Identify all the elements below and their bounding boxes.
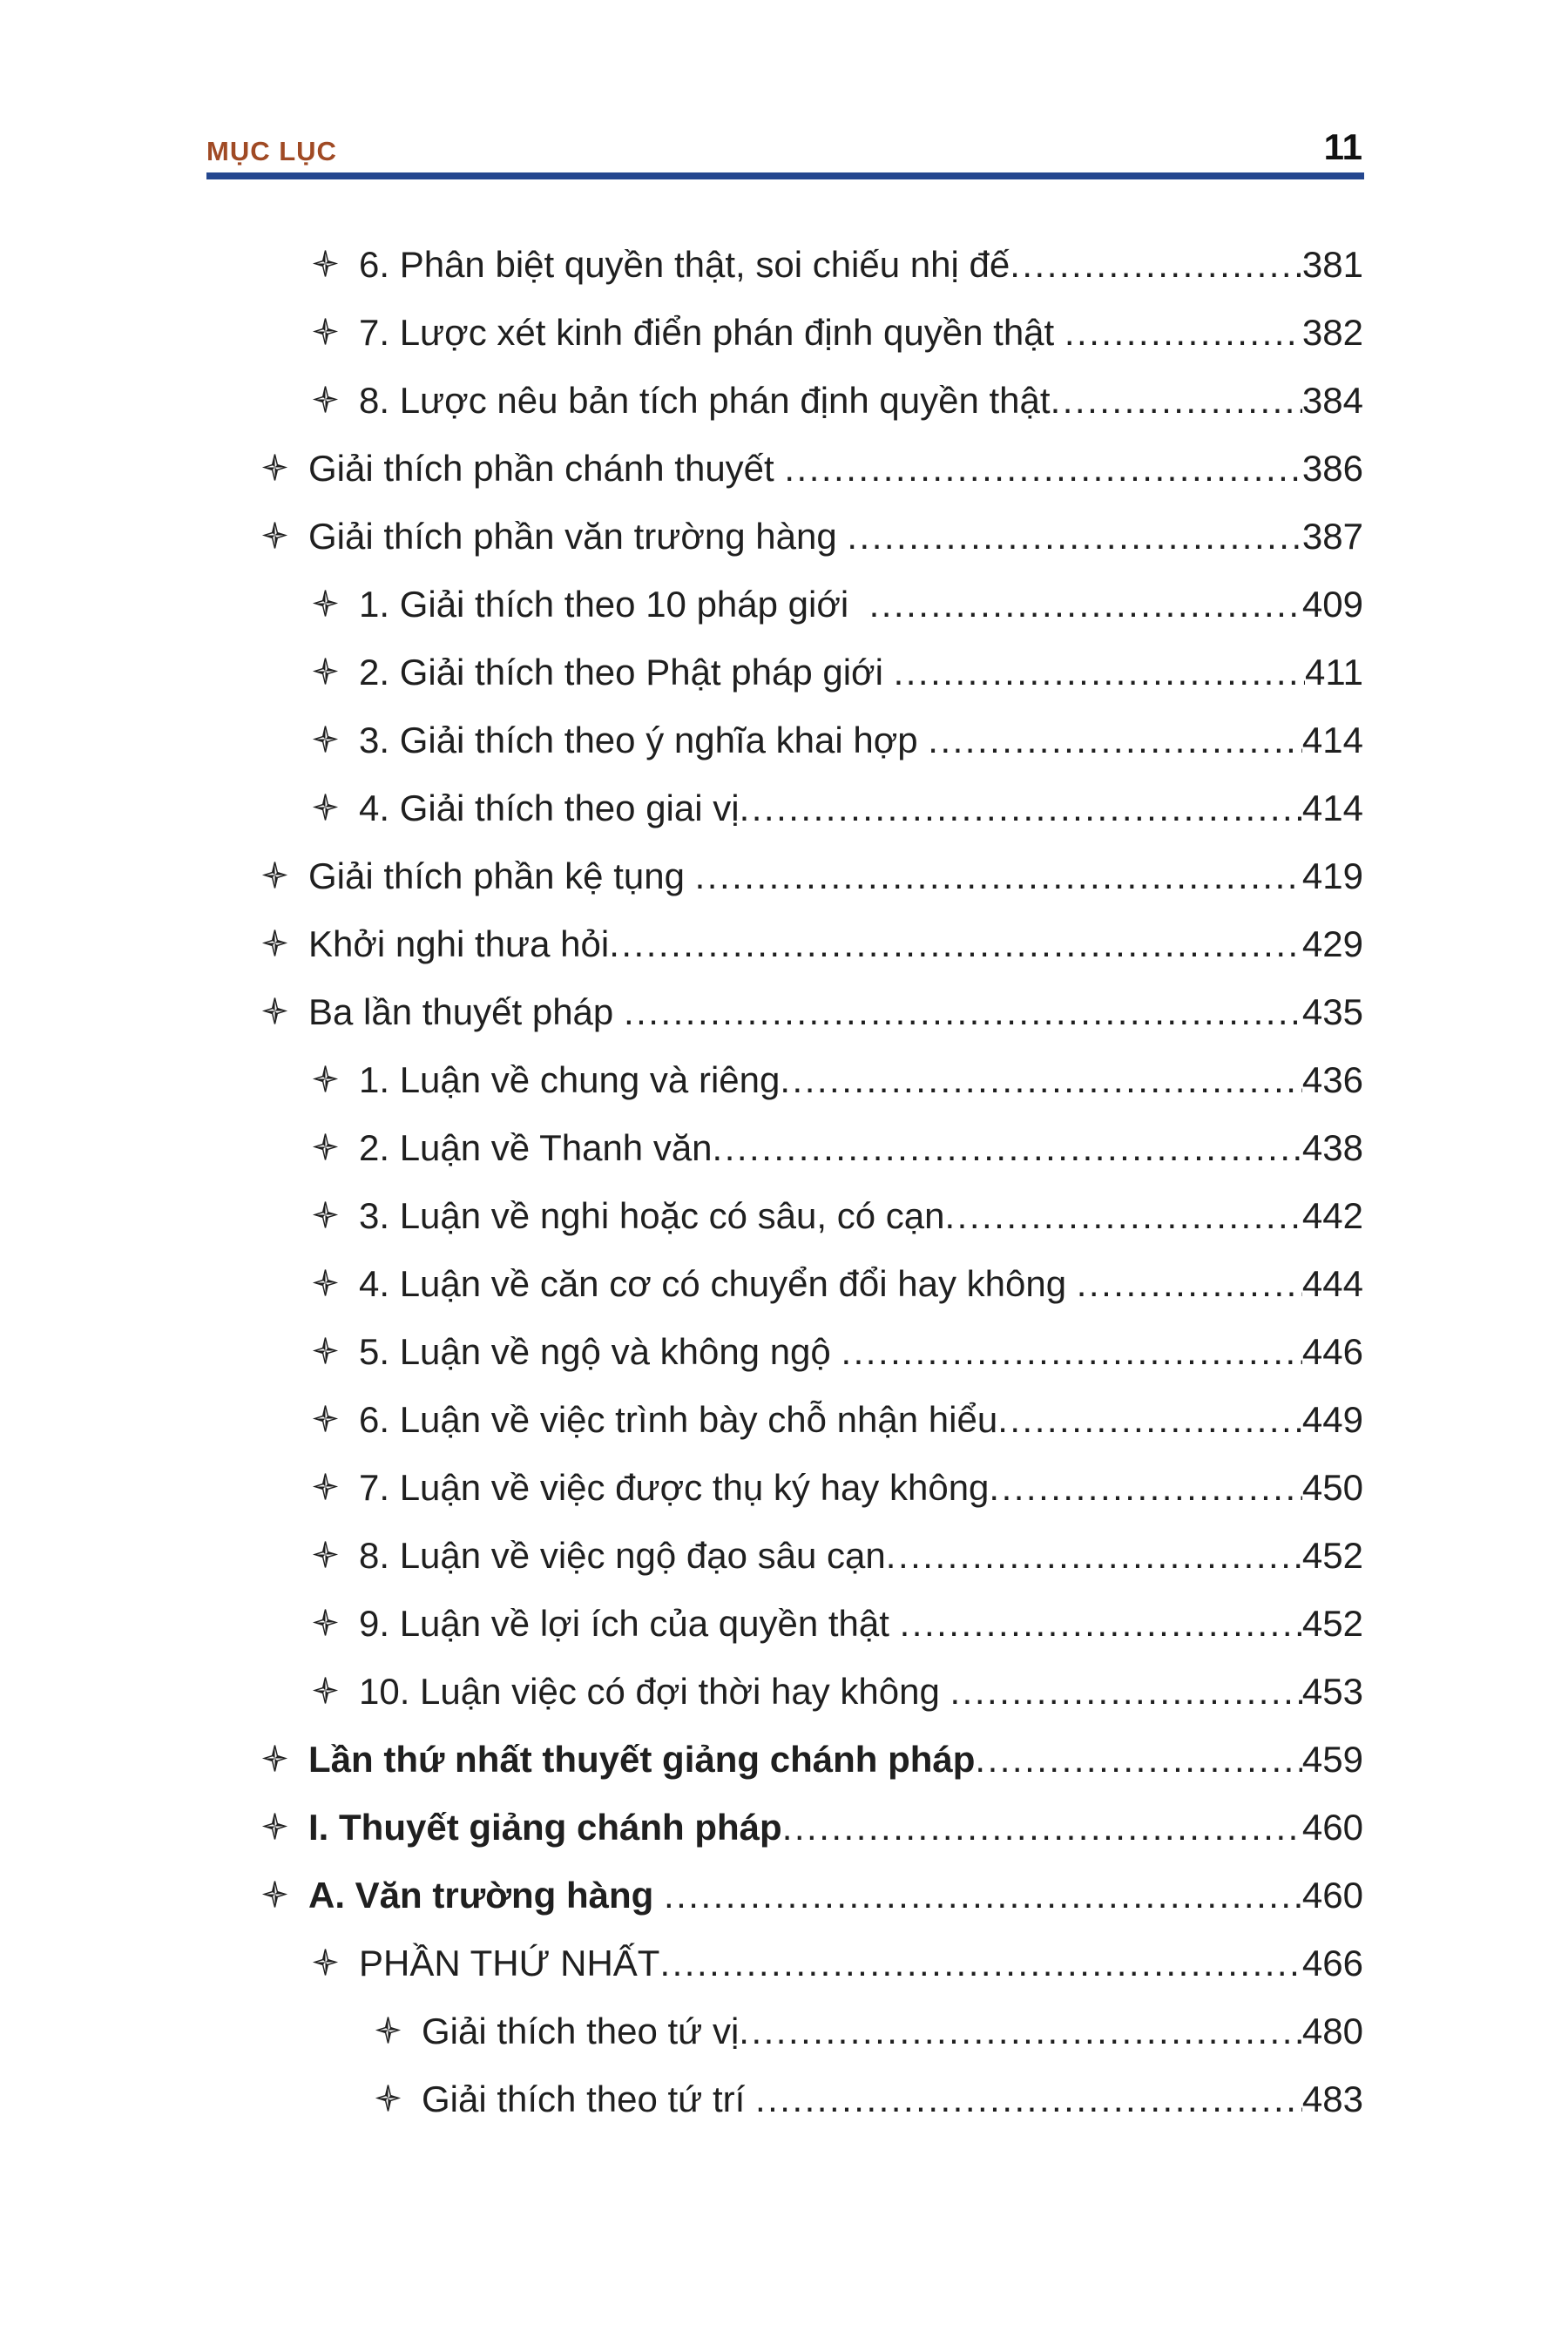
toc-entry-page-number: 452	[1301, 1535, 1363, 1576]
four-pointed-star-icon	[312, 386, 339, 413]
dot-leader	[609, 926, 1302, 963]
dot-leader	[739, 2013, 1302, 2050]
toc-entry-page-number: 483	[1301, 2078, 1363, 2119]
dot-leader	[1051, 382, 1302, 419]
toc-entry-title: 7. Lược xét kinh điển phán định quyền thật	[359, 312, 1064, 353]
four-pointed-star-icon	[312, 726, 339, 753]
dot-leader	[1010, 247, 1302, 283]
toc-entry	[0, 1383, 1568, 1451]
four-pointed-star-icon	[312, 1337, 339, 1364]
toc-entry-page-number: 450	[1301, 1467, 1363, 1508]
four-pointed-star-icon	[261, 1881, 288, 1908]
toc-entry-page-number: 435	[1301, 991, 1363, 1032]
four-pointed-star-icon	[312, 658, 339, 685]
toc-entry	[0, 364, 1568, 432]
toc-entry	[0, 908, 1568, 976]
header-divider-rule	[206, 172, 1364, 179]
toc-entry-page-number: 460	[1301, 1875, 1363, 1916]
toc-entry-title: 7. Luận về việc được thụ ký hay không	[359, 1467, 990, 1508]
dot-leader	[928, 722, 1302, 759]
four-pointed-star-icon	[312, 1065, 339, 1092]
toc-entry-title: 3. Giải thích theo ý nghĩa khai hợp	[359, 720, 929, 760]
dot-leader	[886, 1538, 1302, 1574]
toc-entry-title: 6. Luận về việc trình bày chỗ nhận hiểu	[359, 1399, 998, 1440]
toc-entry	[0, 296, 1568, 364]
dot-leader	[997, 1402, 1302, 1438]
toc-entry	[0, 1587, 1568, 1655]
four-pointed-star-icon	[261, 929, 288, 956]
toc-entry-title: 1. Luận về chung và riêng	[359, 1059, 781, 1100]
toc-entry-page-number: 466	[1301, 1943, 1363, 1984]
four-pointed-star-icon	[261, 454, 288, 481]
toc-entry	[0, 1179, 1568, 1247]
toc-entry-title: 8. Luận về việc ngộ đạo sâu cạn	[359, 1535, 886, 1576]
toc-entry-page-number: 387	[1301, 516, 1363, 557]
toc-entry	[0, 704, 1568, 772]
four-pointed-star-icon	[312, 318, 339, 345]
four-pointed-star-icon	[312, 1541, 339, 1568]
toc-entry	[0, 1315, 1568, 1383]
toc-entry-title: A. Văn trường hàng	[308, 1875, 664, 1916]
toc-entry-page-number: 460	[1301, 1807, 1363, 1848]
toc-entry-title: Lần thứ nhất thuyết giảng chánh pháp	[308, 1739, 976, 1780]
page-title: MỤC LỤC	[206, 136, 337, 166]
four-pointed-star-icon	[312, 1473, 339, 1500]
four-pointed-star-icon	[312, 1609, 339, 1636]
four-pointed-star-icon	[312, 1677, 339, 1704]
dot-leader	[740, 790, 1302, 827]
toc-entry-page-number: 386	[1301, 448, 1363, 489]
toc-entry	[0, 636, 1568, 704]
toc-entry	[0, 1247, 1568, 1315]
toc-entry-page-number: 436	[1301, 1059, 1363, 1100]
toc-entry	[0, 1519, 1568, 1587]
toc-entry-title: 5. Luận về ngộ và không ngộ	[359, 1331, 841, 1372]
toc-entry-page-number: 446	[1301, 1331, 1363, 1372]
toc-entry	[0, 1723, 1568, 1791]
dot-leader	[780, 1062, 1302, 1098]
toc-entry	[0, 1859, 1568, 1927]
dot-leader	[782, 1809, 1302, 1846]
toc-entry-page-number: 382	[1301, 312, 1363, 353]
dot-leader	[695, 858, 1302, 895]
four-pointed-star-icon	[375, 2085, 402, 2112]
four-pointed-star-icon	[261, 522, 288, 549]
page-number: 11	[1323, 126, 1362, 167]
four-pointed-star-icon	[312, 1133, 339, 1160]
dot-leader	[869, 586, 1302, 623]
dot-leader	[755, 2081, 1302, 2118]
toc-entry-page-number: 449	[1301, 1399, 1363, 1440]
toc-entry-page-number: 480	[1301, 2011, 1363, 2051]
toc-entry-page-number: 414	[1301, 720, 1363, 760]
dot-leader	[900, 1605, 1302, 1642]
toc-entry-page-number: 442	[1301, 1195, 1363, 1236]
four-pointed-star-icon	[261, 1813, 288, 1840]
four-pointed-star-icon	[312, 250, 339, 277]
dot-leader	[659, 1945, 1301, 1982]
toc-entry-title: 4. Giải thích theo giai vị	[359, 787, 740, 828]
dot-leader	[1064, 314, 1302, 351]
toc-entry-page-number: 453	[1301, 1671, 1363, 1712]
toc-entry	[0, 2063, 1568, 2131]
toc-entry-title: 6. Phân biệt quyền thật, soi chiếu nhị đế	[359, 244, 1010, 285]
toc-entry-title: PHẦN THỨ NHẤT	[359, 1943, 660, 1984]
toc-entry-title: 3. Luận về nghi hoặc có sâu, có cạn	[359, 1195, 945, 1236]
toc-entry	[0, 1112, 1568, 1179]
toc-entry-title: 8. Lược nêu bản tích phán định quyền thật	[359, 380, 1051, 421]
toc-entry-title: Giải thích theo tứ vị	[422, 2011, 740, 2051]
toc-entry-title: Giải thích phần chánh thuyết	[308, 448, 785, 489]
dot-leader	[624, 994, 1302, 1031]
toc-entry	[0, 1791, 1568, 1859]
toc-entry-page-number: 411	[1305, 652, 1363, 693]
four-pointed-star-icon	[261, 997, 288, 1024]
dot-leader	[989, 1470, 1302, 1506]
four-pointed-star-icon	[312, 1201, 339, 1228]
dot-leader	[841, 1334, 1301, 1370]
toc-entry	[0, 568, 1568, 636]
toc-entry	[0, 840, 1568, 908]
toc-entry	[0, 1451, 1568, 1519]
toc-entry-page-number: 409	[1301, 584, 1363, 625]
toc-entry-title: 9. Luận về lợi ích của quyền thật	[359, 1603, 900, 1644]
toc-entry	[0, 500, 1568, 568]
toc-entry-title: 4. Luận về căn cơ có chuyển đổi hay không	[359, 1263, 1077, 1304]
four-pointed-star-icon	[312, 1405, 339, 1432]
toc-entry-page-number: 429	[1301, 923, 1363, 964]
toc-entry-page-number: 384	[1301, 380, 1363, 421]
toc-entry-page-number: 444	[1301, 1263, 1363, 1304]
dot-leader	[664, 1877, 1302, 1914]
dot-leader	[975, 1741, 1302, 1778]
four-pointed-star-icon	[261, 862, 288, 889]
toc-entry-page-number: 438	[1301, 1127, 1363, 1168]
toc-entry	[0, 432, 1568, 500]
toc-entry	[0, 1655, 1568, 1723]
toc-entry-title: 1. Giải thích theo 10 pháp giới	[359, 584, 869, 625]
toc-entry-title: 2. Luận về Thanh văn	[359, 1127, 713, 1168]
table-of-contents	[0, 228, 1568, 2131]
toc-entry	[0, 1927, 1568, 1995]
toc-entry-page-number: 452	[1301, 1603, 1363, 1644]
dot-leader	[847, 518, 1302, 555]
toc-entry-title: 2. Giải thích theo Phật pháp giới	[359, 652, 894, 693]
toc-entry-page-number: 419	[1301, 855, 1363, 896]
dot-leader	[950, 1673, 1302, 1710]
toc-entry	[0, 1995, 1568, 2063]
four-pointed-star-icon	[312, 590, 339, 617]
toc-entry-page-number: 414	[1301, 787, 1363, 828]
toc-entry	[0, 228, 1568, 296]
toc-entry-title: Ba lần thuyết pháp	[308, 991, 624, 1032]
four-pointed-star-icon	[312, 1949, 339, 1976]
dot-leader	[944, 1198, 1301, 1234]
toc-entry-page-number: 381	[1301, 244, 1363, 285]
toc-entry-title: Khởi nghi thưa hỏi	[308, 923, 610, 964]
four-pointed-star-icon	[375, 2017, 402, 2044]
toc-entry-title: Giải thích theo tứ trí	[422, 2078, 755, 2119]
dot-leader	[894, 654, 1305, 691]
toc-entry	[0, 772, 1568, 840]
toc-entry	[0, 1044, 1568, 1112]
four-pointed-star-icon	[312, 794, 339, 821]
toc-entry-title: Giải thích phần kệ tụng	[308, 855, 695, 896]
dot-leader	[1077, 1266, 1302, 1302]
dot-leader	[784, 450, 1302, 487]
four-pointed-star-icon	[261, 1745, 288, 1772]
dot-leader	[713, 1130, 1302, 1166]
toc-entry-title: I. Thuyết giảng chánh pháp	[308, 1807, 782, 1848]
toc-entry-page-number: 459	[1301, 1739, 1363, 1780]
four-pointed-star-icon	[312, 1269, 339, 1296]
toc-entry	[0, 976, 1568, 1044]
toc-entry-title: 10. Luận việc có đợi thời hay không	[359, 1671, 950, 1712]
toc-entry-title: Giải thích phần văn trường hàng	[308, 516, 848, 557]
